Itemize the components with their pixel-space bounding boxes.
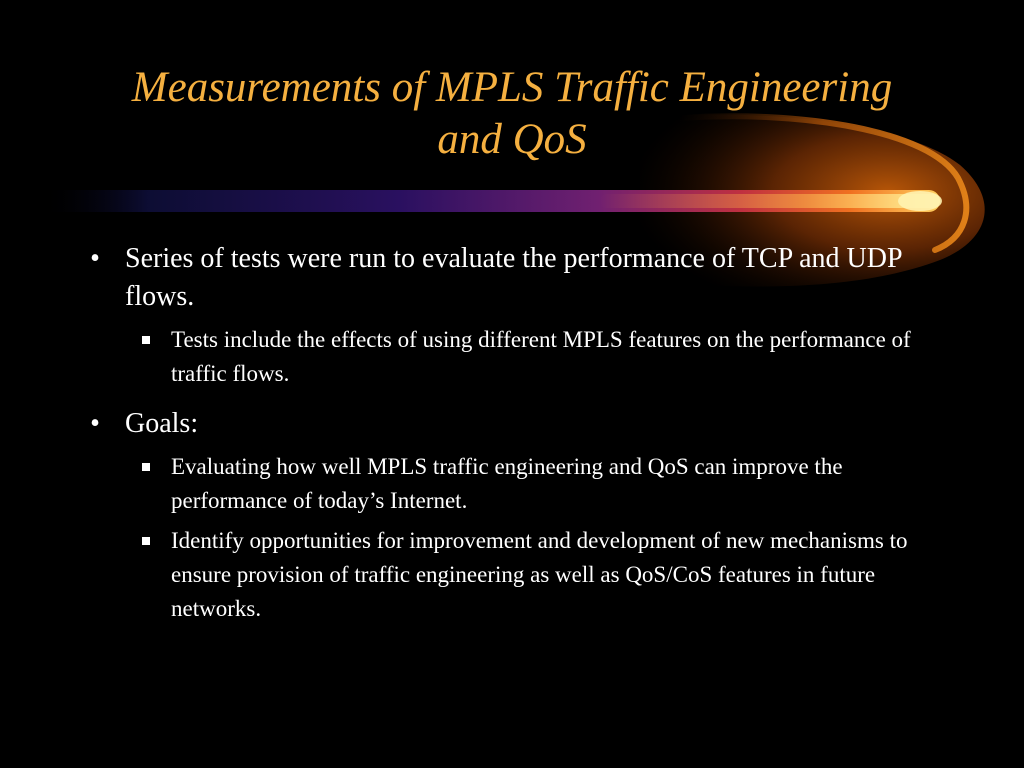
- bullet-text-goals: Goals:: [125, 408, 199, 439]
- title-line-1: Measurements of MPLS Traffic Engineering: [131, 64, 893, 111]
- bullet-text-tests: Series of tests were run to evaluate the performance of TCP and UDP flows.: [125, 243, 902, 312]
- slide-title: [80, 62, 944, 166]
- sub-bullet-text-identify: Identify opportunities for improvement and development of new mechanisms to ensure provision of traffic engineering as well as QoS/CoS features in future networks.: [171, 528, 908, 621]
- title-line-2: and QoS: [437, 116, 587, 163]
- bullet-item-tests: [85, 240, 935, 316]
- sub-bullet-text-features: Tests include the effects of using different MPLS features on the performance of traffic flows.: [171, 327, 911, 386]
- square-bullet-icon: [142, 463, 150, 471]
- sub-bullet-text-evaluating: Evaluating how well MPLS traffic engineering and QoS can improve the performance of today’s Internet.: [171, 454, 843, 513]
- sub-bullet-item-identify: [171, 524, 935, 626]
- square-bullet-icon: [142, 537, 150, 545]
- square-bullet-icon: [142, 336, 150, 344]
- round-bullet-icon: •: [90, 408, 100, 439]
- sub-bullet-item-features: [171, 323, 935, 391]
- sub-bullet-item-evaluating: [171, 450, 935, 518]
- round-bullet-icon: •: [90, 243, 100, 274]
- bullet-list: [85, 240, 935, 632]
- bullet-item-goals: [85, 405, 935, 443]
